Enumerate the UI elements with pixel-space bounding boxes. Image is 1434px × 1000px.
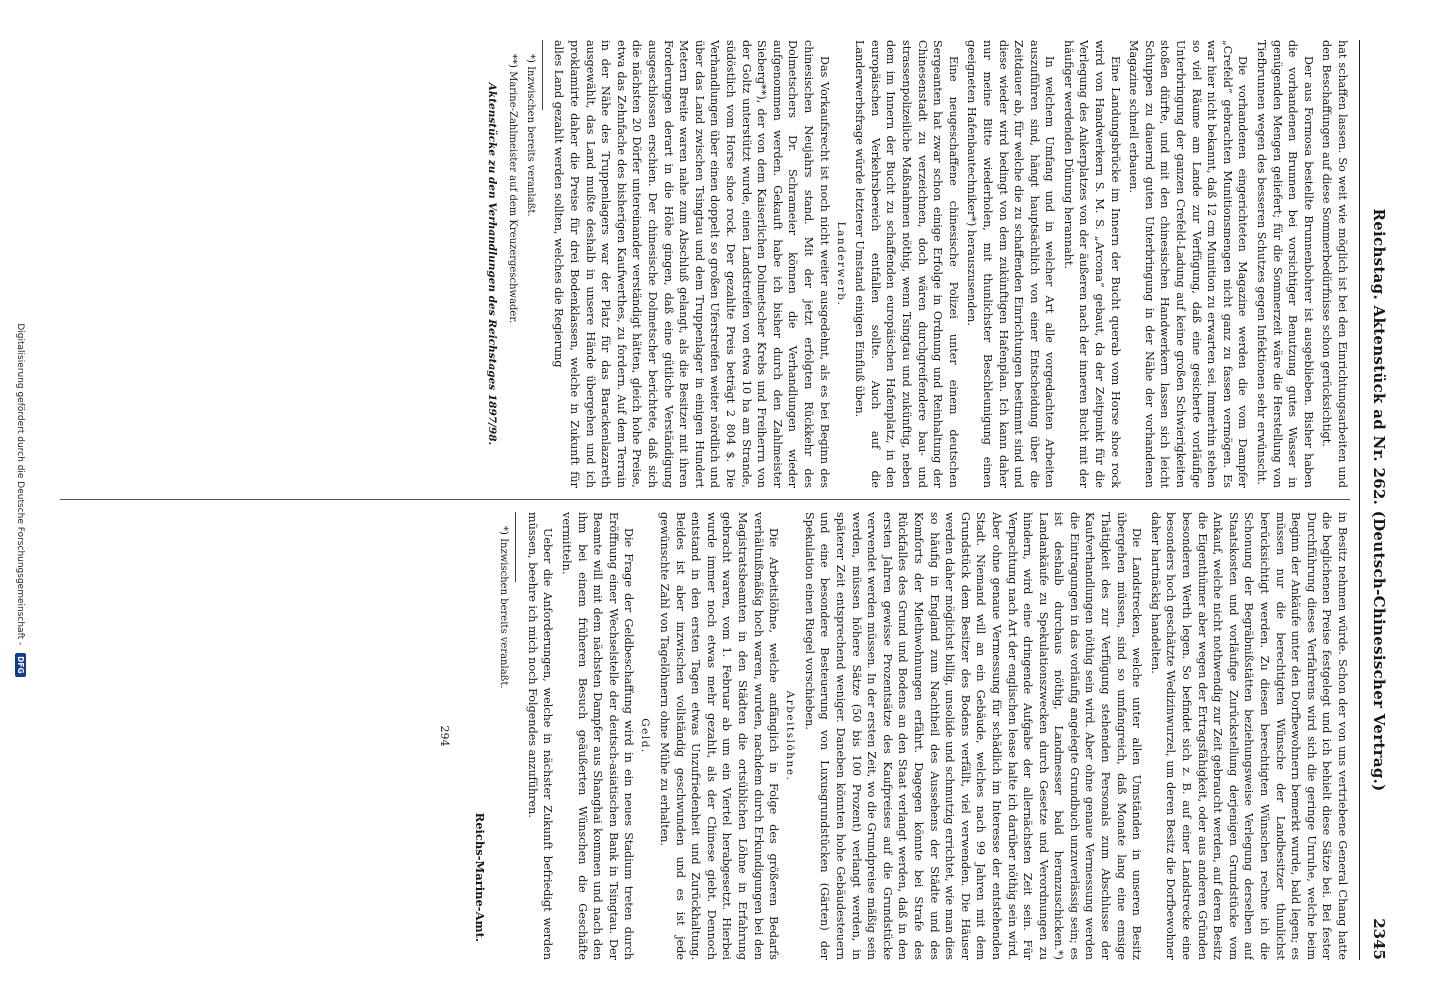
digitization-credit xyxy=(15,0,26,1000)
paragraph: In welchem Umfang und in welcher Art alle vorgedachten Arbeiten auszuführen sind, hängt hauptsächlich von einer Entscheidung über die Zeitdauer ab, für welche die zu schaffenden Einrichtungen bestimmt sind und diese wieder wird bedingt von dem zukünftigen Hafenplan. Ich kann daher nur meine Bitte wiederholen, mit thunlichster Beschleunigung einen geeigneten Hafenbautechniker*) herauszusenden. xyxy=(965,40,1057,488)
page-title: Reichstag. Aktenstück ad Nr. 262. (Deutsch-Chinesischer Vertrag.) xyxy=(1370,208,1388,792)
footnote: **) Marine-Zahlmeister auf dem Kreuzergeschwader. xyxy=(506,54,518,324)
paragraph: in Besitz nehmen würde. Schon der von uns vertriebene General Chang hatte die beglichenen Preise festgelegt und ich behielt diese Sätze bei. Bei fester Durchführung dieses Verfahrens wird sich die geringe Unruhe, welche beim Beginn der Ankäufe unter den Dorfbewohnern bemerkt wurde, bald legen; es müssen nur die berechtigten Wünsche der Landbesitzer thunlichst berücksichtigt werden. Zu diesen berechtigten Wünschen rechne ich die Schonung der Begräbnißstätten beziehungsweise Verlegung derselben auf Staatskosten und vorläufige Zurückstellung derjenigen Grundstücke vom Ankauf, welche nicht nothwendig zur Zeit gebraucht werden, auf deren Besitz die Eigenthümer aber wegen der Ertragsfähigkeit, oder aus anderen Gründen besonderen Werth legen. So befindet sich z. B. auf einer Landstrecke eine besonders hoch geschätzte Wedizinwurzel, um deren Besitz die Dorfbewohner daher hartnäckig handelten. xyxy=(1148,512,1349,960)
paragraph: Eine Landungsbrücke im Innern der Bucht querab vom Horse shoe rock wird von Handwerkern S. M. S. „Arcona“ gebaut, da der Zeitpunkt für die Verlegung des Ankerplatzes von der äußeren nach der inneren Bucht mit der häufiger werdenden Dünung herannaht. xyxy=(1061,40,1122,488)
footnote: *) Inzwischen bereits veranlaßt. xyxy=(498,526,510,689)
footnote: *) Inzwischen bereits veranlaßt. xyxy=(524,54,536,217)
text-body xyxy=(60,40,1350,960)
section-heading: Arbeitslöhne. xyxy=(784,690,797,782)
paragraph: Der aus Formosa bestellte Brunnenbohrer ist ausgeblieben. Bisher haben die vorhandenen Brunnen bei vorsichtiger Benutzung gutes Wasser in genügenden Mengen geliefert; für die Sommerzeit wäre die Herstellung von Tiefbrunnen wegen des besseren Schutzes gegen Infektionen sehr erwünscht. xyxy=(1255,40,1315,488)
section-heading: Geld. xyxy=(639,718,652,754)
page-number: 2345 xyxy=(1370,918,1388,960)
left-column xyxy=(60,40,1350,488)
footnote-rule xyxy=(542,40,543,110)
paragraph: Die Arbeitslöhne, welche anfänglich in Folge des größeren Bedarfs verhältnißmäßig hoch waren, wurden, nachdem durch Erkundigungen bei den Magistratsbeamten in den Städten die ortsüblichen Löhne in Erfahrung gebracht waren, vom 1. Februar ab um ein Viertel herabgesetzt. Hierbei wurde immer noch etwas mehr gezahlt, als der Chinese giebt. Dennoch entstand in den ersten Tagen etwas Unzufriedenheit und Zurückhaltung. Beides ist aber inzwischen vollständig geschwunden und es ist jede gewünschte Zahl von Tagelöhnern ohne Mühe zu erhalten. xyxy=(658,512,781,960)
credit-band xyxy=(4,0,34,1000)
paragraph: Die vorhandenen eingerichteten Magazine werden die vom Dampfer „Crefeld“ gebrachten Munitionsmengen nicht ganz zu fassen vermögen. Es war hier nicht bekannt, daß 12 cm Munition zu erwarten sei. Immerhin stehen so viel Räume am Lande zur Verfügung, daß eine gesicherte vorläufige Unterbringung der ganzen Crefeld-Ladung auf keine großen Schwierigkeiten stoßen dürfte, und mit den chinesischen Handwerkern lassen sich leicht Schuppen zu dauernd guten Unterbringung in der Nähe der vorhandenen Magazine schnell erbauen. xyxy=(1127,40,1250,488)
section-heading: Landerwerb. xyxy=(834,221,847,307)
paragraph: Die Frage der Geldbeschaffung wird in ein neues Stadium treten durch Eröffnung einer Wechselstelle der deutsch-asiatischen Bank in Tsingtau. Der Beamte will mit dem nächsten Dampfer aus Shanghai kommen und nach den ihm bei einem früheren Besuch geäußerten Wünschen die Geschäfte vermitteln. xyxy=(560,512,636,960)
header-band xyxy=(1354,40,1394,960)
paragraph: Das Vorkaufsrecht ist noch nicht weiter ausgedehnt, als es bei Beginn des chinesischen Neujahrs stand. Mit der jetzt erfolgten Rückkehr des Dolmetschers Dr. Schrameier können die Verhandlungen wieder aufgenommen werden. Gekauft habe ich bisher durch den Zahlmeister Sieberg**), der von dem Kaiserlichen Dolmetscher Krebs und Freiherrn von der Goltz unterstützt wurde, einen Landstreifen von etwa 10 ha am Strande, südöstlich vom Horse shoe rock. Der gezahlte Preis beträgt 2 804 $. Die Verhandlungen über einen doppelt so großen Uferstreifen weiter nördlich und über das Land zwischen Tsingtau und dem Truppenlager in einigen Hundert Metern Breite waren nahe zum Abschluß gelangt, als die Besitzer mit ihren Forderungen derart in die Höhe gingen, daß eine gütliche Verständigung ausgeschlossen erschien. Der chinesische Dolmetscher berichtete, daß sich die nächsten 20 Dörfer untereinander verständigt hätten, gleich hohe Preise, etwa das Zehnfache des bisherigen Kaufwerthes, zu fordern. Auf dem Terrain in der Nähe des Truppenlagers war der Platz für das Barackenlazareth ausgewählt, das Land mußte deshalb in unsere Hände übergehen und ich proklamirte daher die Preise für drei Bodenklassen, welche in Zukunft für alles Land gezahlt werden sollten, welches die Regierung xyxy=(552,40,831,488)
signature: Reichs-Marine-Amt. xyxy=(473,812,488,942)
paragraph: Die Landstrecken, welche unter allen Umständen in unseren Besitz übergehen müssen, sind so umfangreich, daß Monate lang eine emsige Thätigkeit des zur Verfügung stehenden Personals zum Abschlusse der Kaufverhandlungen nöthig sein wird. Aber ohne genaue Vermessung werden die Eintragungen in das vorläufig angelegte Grundbuch unzuverlässig sein; es ist deshalb durchaus nöthig, Landmesser bald heranzuschicken.*) Landankäufe zu Spekulationszwecken durch Gesetze und Verordnungen zu hindern, wird eine dringende Aufgabe der allernächsten Zeit sein. Für Verpachtung nach Art der englischen lease halte ich darüber nöthig sein wird. Aber ohne genaue Vermessung für schädlich im Interesse der entstehenden Stadt. Niemand will an ein Gebäude, welches nach 99 Jahren mit dem Grundstück dem Besitzer des Bodens verfällt, viel verwenden. Die Häuser werden daher möglichst billig, unsolide und schmutzig errichtet, wie man dies so häufig in England zum Nachtheil des Aussehens der Städte und des Komforts der Miethwohnungen erfährt. Dagegen könnte bei Strafe des Rückfalles des Grund und Bodens an den Staat verlangt werden, daß in den ersten Jahren gewisse Prozentsätze des Kaufpreises auf die Grundstücke verwendet werden müssen. In der ersten Zeit, wo die Grundpreise mäßig sein werden, müssen höhere Sätze (50 bis 100 Prozent) verlangt werden, in späterer Zeit entsprechend weniger. Daneben könnten hohe Gebäudesteuern und eine besondere Besteuerung von Luxusgrundstücken (Gärten) der Spekulation einen Riegel vorschieben. xyxy=(802,512,1144,960)
sheet-number: 294 xyxy=(438,725,452,747)
paragraph: Eine neugeschaffene chinesische Polizei unter einem deutschen Sergeanten hat zwar schon einige Erfolge in Ordnung und Reinhaltung der Chinesenstadt zu verzeichnen, doch wären durchgreifendere bau- und strassenpolizeiliche Maßnahmen nöthig, wenn Tsingtau und zukünftig, neben dem im Innern der Bucht zu schaffenden europäischen Hafenplatz, in den europäischen Verkehrsbereich entfallen sollte. Auch auf die Landerwerbsfrage würde letzterer Umstand einigen Einfluß üben. xyxy=(853,40,960,488)
series-footer: Aktenstücke zu den Verhandlungen des Reichstages 1897/98. xyxy=(485,82,498,446)
paragraph: Ueber die Anforderungen, welche in nächster Zukunft befriedigt werden müssen, beehre ich mich noch Folgendes anzuführen. xyxy=(525,512,555,960)
column-divider xyxy=(60,499,1350,500)
credit-text: Digitalisierung gefördert durch die Deutsche Forschungsgemeinschaft - xyxy=(15,323,25,646)
running-head xyxy=(1359,40,1388,960)
right-column xyxy=(60,512,1350,960)
paragraph: hat schaffen lassen. So weit wie möglich ist bei den Einrichtungsarbeiten und den Beschaffungen auf diese Sommerbedürfnisse schon gerücksichtigt. xyxy=(1320,40,1349,488)
dfg-logo-icon: DFG xyxy=(15,653,26,677)
footnote-rule xyxy=(515,512,516,582)
